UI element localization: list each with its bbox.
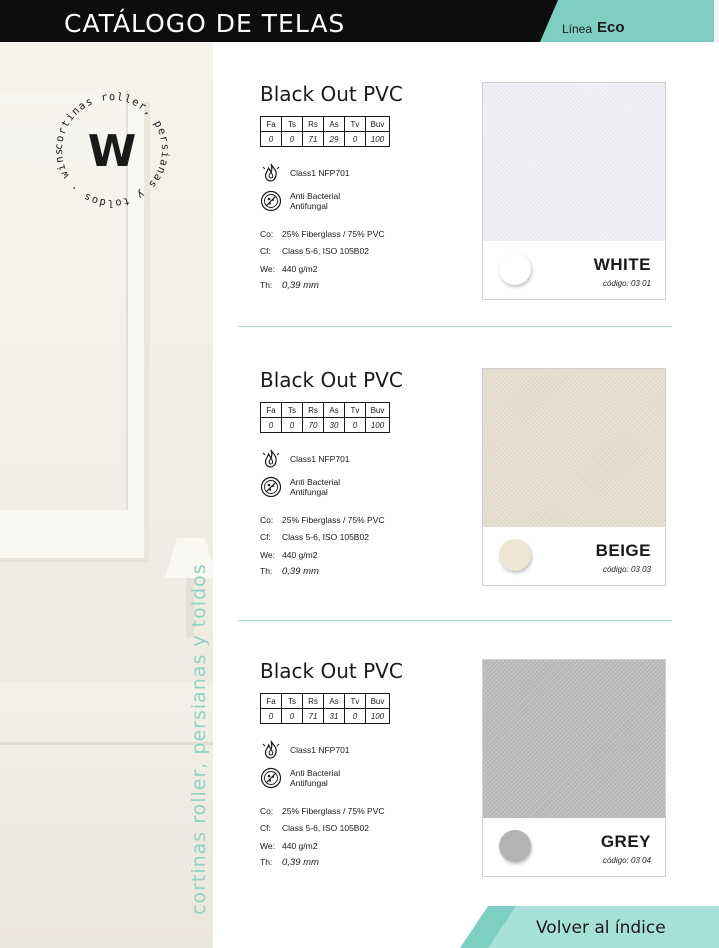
color-name: BEIGE xyxy=(595,541,651,560)
fire-icon xyxy=(260,739,282,761)
color-name: GREY xyxy=(600,832,651,851)
spec-header-cell: Tv xyxy=(345,117,366,132)
spec-value-cell: 70 xyxy=(303,418,324,433)
spec-value-row xyxy=(261,132,390,147)
spec-header-cell: Buv xyxy=(366,117,390,132)
composition-row-value: 25% Fiberglass / 75% PVC xyxy=(282,229,385,239)
spec-value-cell: 0 xyxy=(282,418,303,433)
spec-header-cell: Fa xyxy=(261,694,282,709)
colorfast-row-value: Class 5-6, ISO 105B02 xyxy=(282,823,369,833)
colorfast-row-label: Cf: xyxy=(260,823,271,833)
spec-value-cell: 71 xyxy=(303,709,324,724)
thickness-row xyxy=(260,280,319,291)
fire-certification xyxy=(260,448,350,470)
spec-header-cell: Rs xyxy=(303,403,324,418)
spec-table xyxy=(260,693,390,724)
product-code: código: 03 01 xyxy=(602,279,651,288)
color-name: WHITE xyxy=(593,255,651,274)
spec-value-row xyxy=(261,709,390,724)
spec-table xyxy=(260,402,390,433)
fire-cert-text: Class1 NFP701 xyxy=(290,168,350,178)
spec-value-cell: 31 xyxy=(324,709,345,724)
colorfast-row-value: Class 5-6, ISO 105B02 xyxy=(282,246,369,256)
bio-cert-text xyxy=(290,768,340,788)
antibacterial-icon xyxy=(260,767,282,789)
weight-row-label: We: xyxy=(260,841,275,851)
photo-bed-edge xyxy=(0,742,213,745)
spec-header-cell: Ts xyxy=(282,694,303,709)
composition-row-label: Co: xyxy=(260,515,274,525)
weight-row-value: 440 g/m2 xyxy=(282,264,318,274)
spec-value-cell: 0 xyxy=(345,132,366,147)
color-swatch-dot xyxy=(499,253,531,285)
spec-table xyxy=(260,116,390,147)
spec-header-cell: As xyxy=(324,117,345,132)
logo-ring-text: cortinas roller, persianas y toldos · wins xyxy=(52,90,172,210)
bio-certification xyxy=(260,190,340,212)
thickness-row-value: 0,39 mm xyxy=(282,280,319,291)
spec-header-cell: Tv xyxy=(345,694,366,709)
thickness-row-value: 0,39 mm xyxy=(282,857,319,868)
composition-row xyxy=(260,806,385,816)
composition-row xyxy=(260,515,385,525)
spec-header-row xyxy=(261,694,390,709)
fire-icon xyxy=(260,162,282,184)
vertical-tagline: cortinas roller, persianas y toldos xyxy=(188,563,210,915)
spec-value-cell: 0 xyxy=(282,709,303,724)
spec-value-cell: 100 xyxy=(366,709,390,724)
product-card xyxy=(238,659,672,879)
spec-header-row xyxy=(261,403,390,418)
spec-value-cell: 0 xyxy=(261,709,282,724)
composition-row-value: 25% Fiberglass / 75% PVC xyxy=(282,515,385,525)
spec-header-cell: Buv xyxy=(366,694,390,709)
spec-value-cell: 0 xyxy=(261,132,282,147)
bio-cert-line1: Anti Bacterial xyxy=(290,768,341,778)
spec-value-row xyxy=(261,418,390,433)
weight-row xyxy=(260,841,317,851)
thickness-row-value: 0,39 mm xyxy=(282,566,319,577)
line-label: Línea xyxy=(562,22,593,36)
bio-cert-text xyxy=(290,477,340,497)
photo-bed xyxy=(0,682,213,948)
fabric-texture xyxy=(483,660,665,818)
spec-header-cell: As xyxy=(324,403,345,418)
weight-row-label: We: xyxy=(260,264,275,274)
spec-header-cell: Ts xyxy=(282,403,303,418)
weight-row-value: 440 g/m2 xyxy=(282,550,318,560)
section-divider xyxy=(238,620,672,621)
bio-cert-line2: Antifungal xyxy=(290,487,328,497)
spec-header-cell: Rs xyxy=(303,694,324,709)
page-header xyxy=(0,0,719,42)
spec-value-cell: 0 xyxy=(282,132,303,147)
spec-header-cell: As xyxy=(324,694,345,709)
product-code: código: 03 03 xyxy=(602,565,651,574)
product-card xyxy=(238,368,672,588)
line-value: Eco xyxy=(597,19,625,36)
composition-row xyxy=(260,229,385,239)
thickness-row-label: Th: xyxy=(260,566,273,576)
bio-cert-line1: Anti Bacterial xyxy=(290,477,341,487)
spec-value-cell: 0 xyxy=(345,418,366,433)
antibacterial-icon xyxy=(260,476,282,498)
fabric-texture xyxy=(483,83,665,241)
product-card xyxy=(238,82,672,302)
bio-certification xyxy=(260,767,340,789)
antibacterial-icon xyxy=(260,190,282,212)
colorfast-row-label: Cf: xyxy=(260,246,271,256)
thickness-row xyxy=(260,857,319,868)
thickness-row-label: Th: xyxy=(260,857,273,867)
section-divider xyxy=(238,326,672,327)
fabric-texture xyxy=(483,369,665,527)
page-title: CATÁLOGO DE TELAS xyxy=(64,9,346,38)
colorfast-row xyxy=(260,823,369,833)
product-title: Black Out PVC xyxy=(260,82,403,106)
weight-row xyxy=(260,264,317,274)
bio-cert-line1: Anti Bacterial xyxy=(290,191,341,201)
spec-value-cell: 30 xyxy=(324,418,345,433)
spec-value-cell: 0 xyxy=(261,418,282,433)
thickness-row-label: Th: xyxy=(260,280,273,290)
bio-cert-line2: Antifungal xyxy=(290,201,328,211)
spec-header-cell: Buv xyxy=(366,403,390,418)
fabric-swatch-card xyxy=(482,368,666,586)
back-to-index-label[interactable]: Volver al índice xyxy=(536,918,666,938)
spec-header-cell: Rs xyxy=(303,117,324,132)
bio-cert-text xyxy=(290,191,340,211)
fire-icon xyxy=(260,448,282,470)
fabric-swatch-card xyxy=(482,82,666,300)
spec-header-cell: Ts xyxy=(282,117,303,132)
product-code: código: 03 04 xyxy=(602,856,651,865)
header-corner-accent xyxy=(684,0,714,42)
winsol-logo xyxy=(48,86,176,214)
spec-value-cell: 29 xyxy=(324,132,345,147)
colorfast-row-value: Class 5-6, ISO 105B02 xyxy=(282,532,369,542)
spec-header-cell: Fa xyxy=(261,117,282,132)
bio-cert-line2: Antifungal xyxy=(290,778,328,788)
fire-certification xyxy=(260,739,350,761)
fire-certification xyxy=(260,162,350,184)
logo-mark: W xyxy=(87,126,137,177)
colorfast-row xyxy=(260,246,369,256)
spec-value-cell: 100 xyxy=(366,132,390,147)
bio-certification xyxy=(260,476,340,498)
color-swatch-dot xyxy=(499,830,531,862)
composition-row-value: 25% Fiberglass / 75% PVC xyxy=(282,806,385,816)
spec-value-cell: 0 xyxy=(345,709,366,724)
fabric-swatch-card xyxy=(482,659,666,877)
product-title: Black Out PVC xyxy=(260,659,403,683)
weight-row-value: 440 g/m2 xyxy=(282,841,318,851)
colorfast-row xyxy=(260,532,369,542)
color-swatch-dot xyxy=(499,539,531,571)
weight-row-label: We: xyxy=(260,550,275,560)
weight-row xyxy=(260,550,317,560)
product-title: Black Out PVC xyxy=(260,368,403,392)
spec-header-cell: Fa xyxy=(261,403,282,418)
thickness-row xyxy=(260,566,319,577)
composition-row-label: Co: xyxy=(260,806,274,816)
composition-row-label: Co: xyxy=(260,229,274,239)
fire-cert-text: Class1 NFP701 xyxy=(290,745,350,755)
spec-header-cell: Tv xyxy=(345,403,366,418)
spec-header-row xyxy=(261,117,390,132)
spec-value-cell: 100 xyxy=(366,418,390,433)
colorfast-row-label: Cf: xyxy=(260,532,271,542)
fire-cert-text: Class1 NFP701 xyxy=(290,454,350,464)
spec-value-cell: 71 xyxy=(303,132,324,147)
